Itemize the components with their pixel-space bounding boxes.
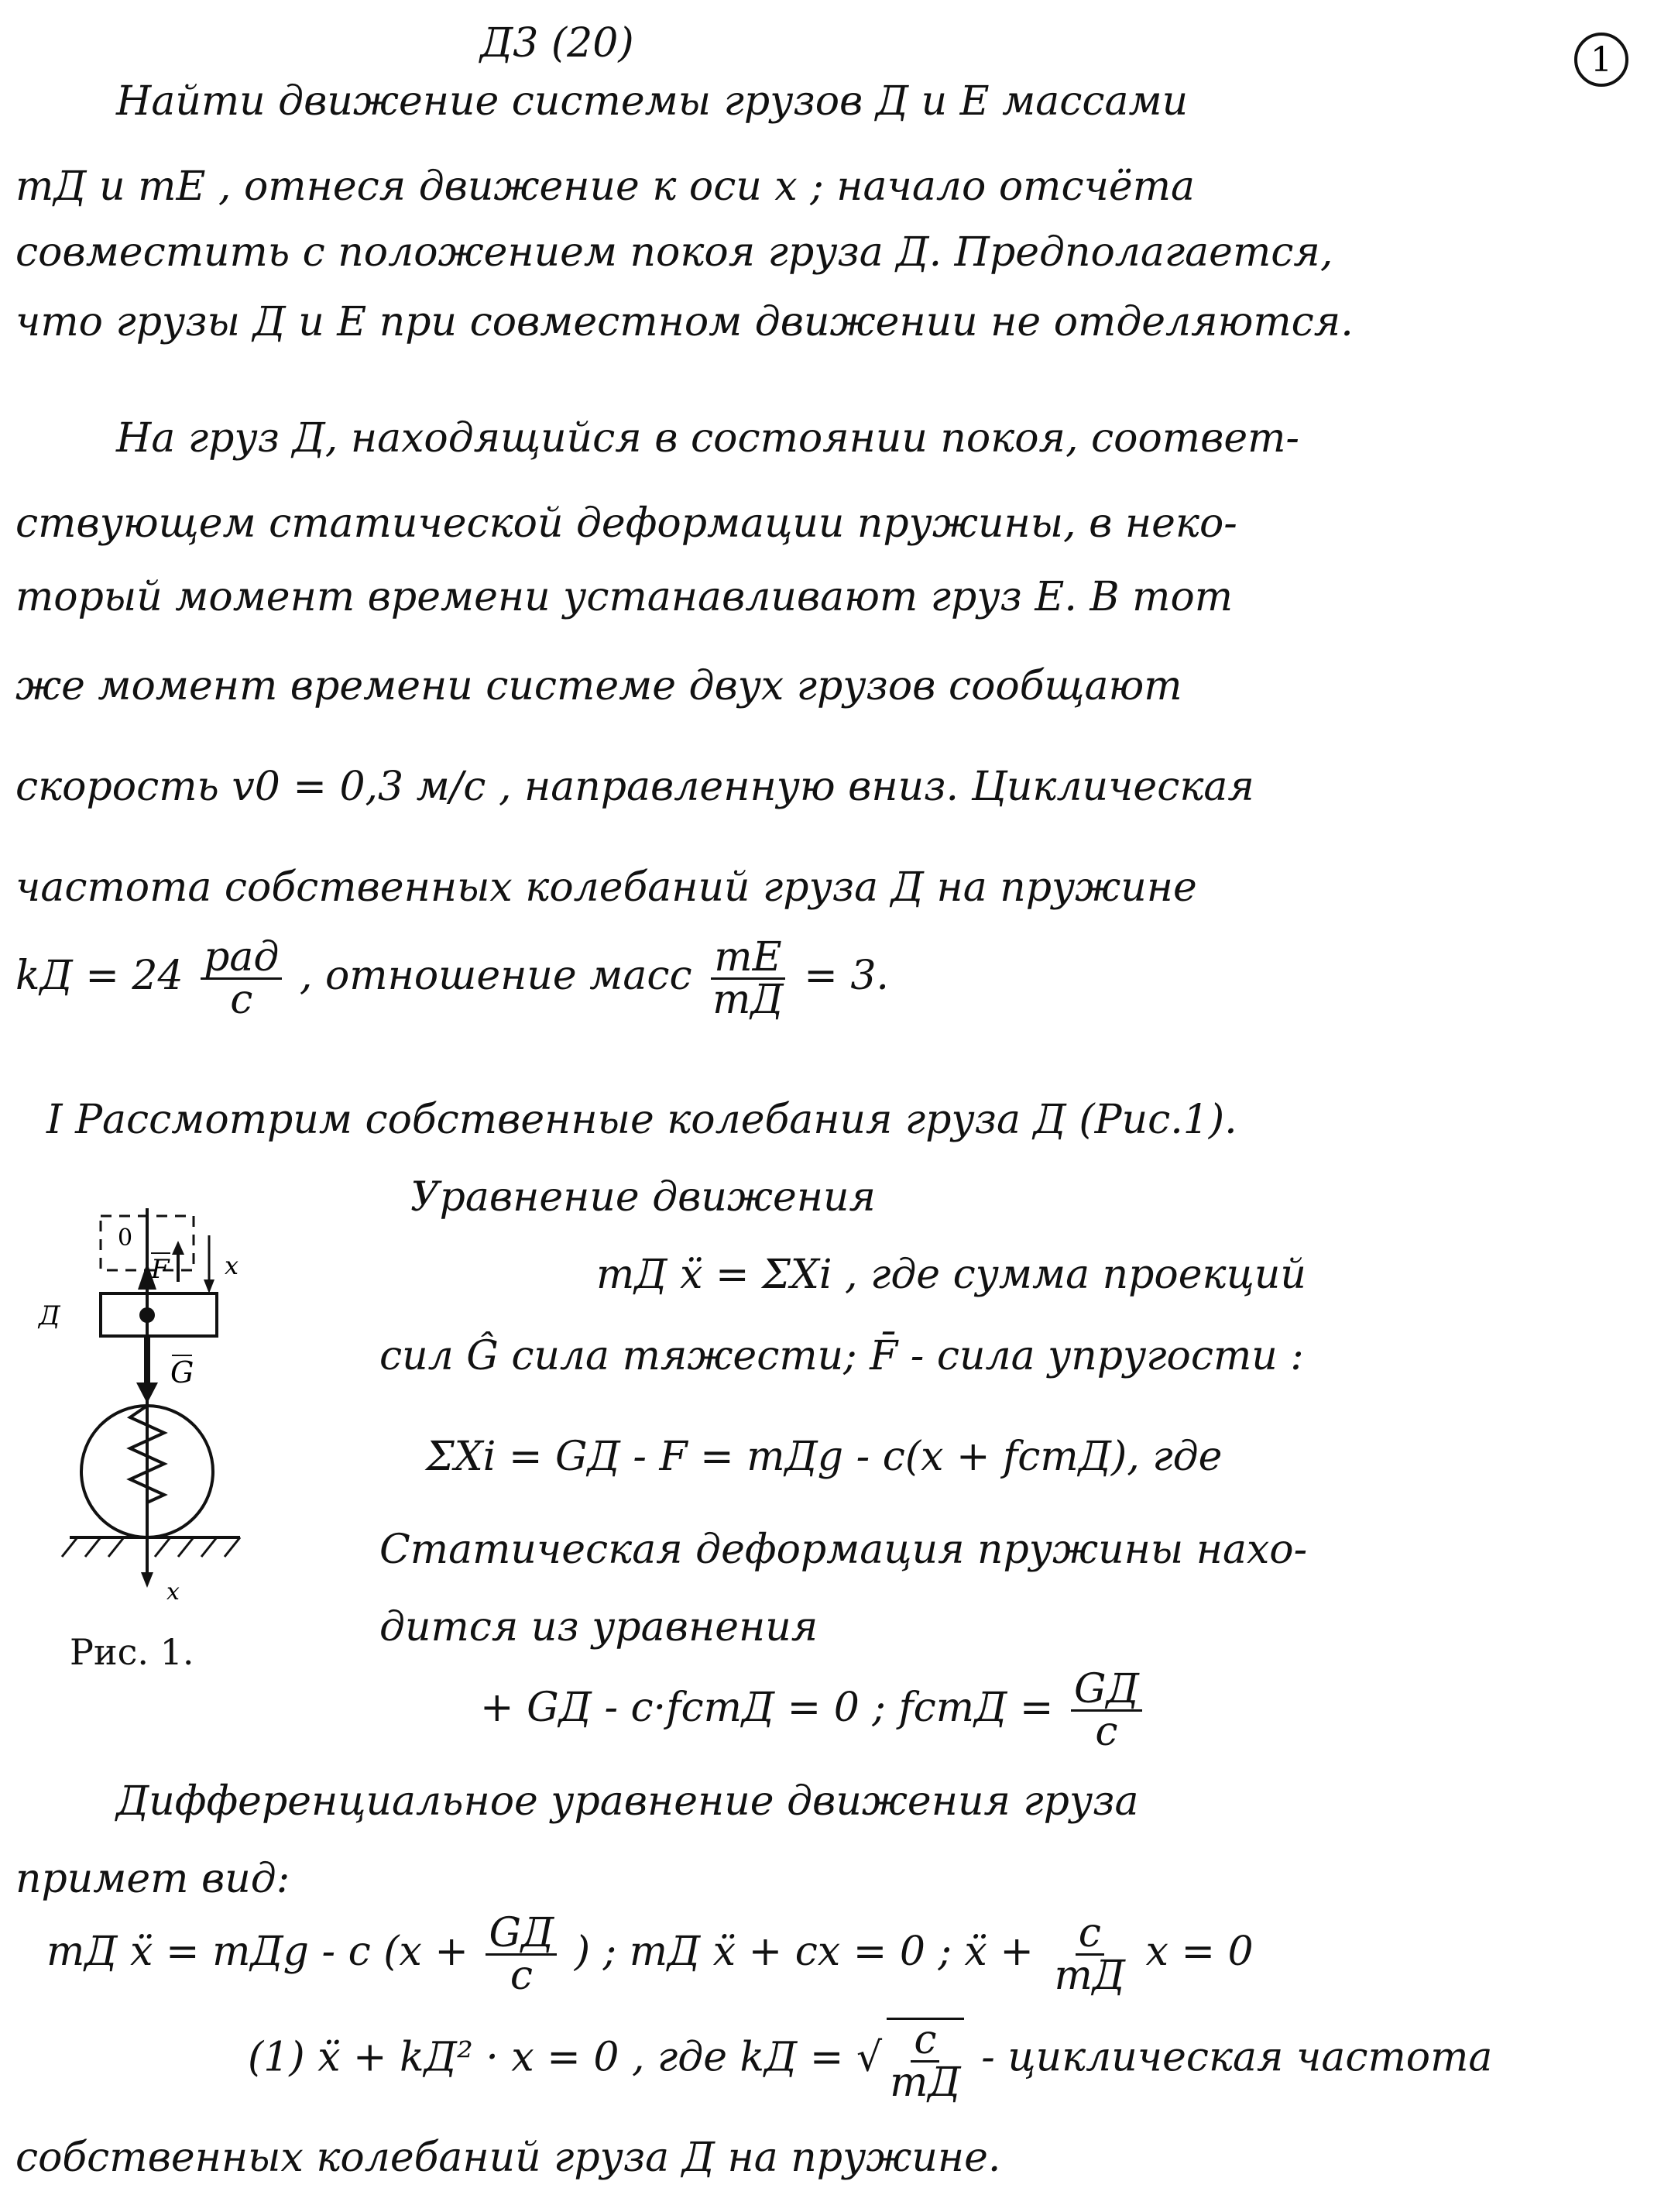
problem-line-8: же момент времени системе двух грузов сообщают bbox=[15, 663, 1182, 709]
gravity-label: G bbox=[170, 1355, 194, 1389]
given-k-lhs: kД = 24 bbox=[15, 953, 184, 999]
given-ratio-fraction bbox=[709, 934, 787, 1023]
equation-1-tail: - циклическая частота bbox=[981, 2034, 1493, 2081]
variant-title: Д3 (20) bbox=[480, 20, 634, 67]
given-ratio-den: mД bbox=[712, 977, 784, 1023]
ground-hatching bbox=[62, 1537, 240, 1557]
block-d bbox=[101, 1293, 217, 1336]
x-axis-bottom-label: x bbox=[166, 1578, 180, 1606]
force-f-arrowhead bbox=[172, 1241, 184, 1255]
equation-1 bbox=[248, 2017, 1493, 2106]
problem-line-9: скорость v0 = 0,3 м/с , направленную вниз. Циклическая bbox=[15, 764, 1254, 810]
given-k-unit-den: с bbox=[230, 977, 253, 1023]
diff-eq-a-den: c bbox=[510, 1953, 533, 1999]
given-ratio-text: , отношение масс bbox=[299, 953, 692, 999]
gravity-arrowhead bbox=[136, 1382, 158, 1403]
page-number: 1 bbox=[1574, 33, 1628, 87]
equation-1-sqrt-fraction bbox=[887, 2017, 964, 2106]
diff-eq-part-2: ) ; mД ẍ + cx = 0 ; ẍ + bbox=[574, 1929, 1034, 1975]
eq-motion-label: Уравнение движения bbox=[410, 1174, 876, 1221]
x-axis-top-arrowhead bbox=[204, 1279, 214, 1293]
figure-1-diagram bbox=[31, 1193, 287, 1611]
diff-eq-b-num: c bbox=[1076, 1913, 1104, 1956]
diff-eq-part-3: x = 0 bbox=[1145, 1929, 1254, 1975]
vertical-axis-arrowhead bbox=[141, 1572, 153, 1588]
given-ratio-num: mE bbox=[711, 937, 784, 980]
problem-line-10: частота собственных колебаний груза Д на пружине bbox=[15, 864, 1197, 911]
static-eq-lhs: + GД - c·fстД = 0 ; fстД = bbox=[480, 1685, 1054, 1731]
figure-caption: Рис. 1. bbox=[70, 1631, 194, 1673]
eq-motion: mД ẍ = ΣXi , где сумма проекций bbox=[596, 1252, 1306, 1298]
equation-1-sqrt-num: c bbox=[911, 2020, 939, 2063]
static-equation bbox=[480, 1666, 1147, 1755]
static-eq-den: c bbox=[1095, 1709, 1118, 1755]
origin-label: 0 bbox=[118, 1224, 133, 1252]
problem-line-7: торый момент времени устанавливают груз Е. В тот bbox=[15, 574, 1234, 620]
last-line: собственных колебаний груза Д на пружине. bbox=[15, 2135, 1001, 2181]
block-d-label: Д bbox=[39, 1300, 60, 1331]
problem-line-6: ствующем статической деформации пружины, в неко- bbox=[15, 500, 1237, 547]
sqrt-sign: √ bbox=[856, 2034, 883, 2081]
problem-line-2: mД и mE , отнеся движение к оси x ; начало отсчёта bbox=[15, 163, 1196, 210]
diff-eq-fraction-b bbox=[1051, 1910, 1128, 1999]
diff-eq-b-den: mД bbox=[1054, 1953, 1126, 1999]
given-ratio-value: = 3. bbox=[804, 953, 889, 999]
static-deformation-line-1: Статическая деформация пружины нахо- bbox=[379, 1527, 1308, 1573]
static-deformation-line-2: дится из уравнения bbox=[379, 1604, 818, 1650]
force-f-label: F bbox=[151, 1254, 170, 1285]
problem-line-4: что грузы Д и Е при совместном движении не отделяются. bbox=[15, 299, 1354, 345]
problem-line-5: На груз Д, находящийся в состоянии покоя, соответ- bbox=[116, 415, 1299, 462]
diff-eq-fraction-a bbox=[486, 1910, 557, 1999]
given-values-line bbox=[15, 934, 889, 1023]
equation-1-label: (1) bbox=[248, 2034, 305, 2081]
given-k-unit-num: рад bbox=[201, 937, 282, 980]
given-k-unit bbox=[201, 934, 282, 1023]
problem-line-1: Найти движение системы грузов Д и Е массами bbox=[116, 78, 1189, 125]
static-eq-fraction bbox=[1071, 1666, 1142, 1755]
equation-1-sqrt-den: mД bbox=[890, 2059, 961, 2106]
diff-equation bbox=[46, 1910, 1254, 1999]
forces-description: сил Ĝ сила тяжести; F̄ - сила упругости : bbox=[379, 1333, 1304, 1379]
problem-line-3: совместить с положением покоя груза Д. Предполагается, bbox=[15, 229, 1333, 276]
diff-intro-2: примет вид: bbox=[15, 1856, 290, 1902]
sum-forces-eq: ΣXi = GД - F = mДg - c(x + fстД), где bbox=[426, 1434, 1223, 1480]
equation-1-body: ẍ + kД² · x = 0 , где kД = bbox=[317, 2034, 844, 2081]
static-eq-num: GД bbox=[1071, 1669, 1142, 1712]
diff-eq-a-num: GД bbox=[486, 1913, 557, 1956]
x-axis-top-label: x bbox=[225, 1251, 239, 1280]
diff-eq-part-1: mД ẍ = mДg - c (x + bbox=[46, 1929, 468, 1975]
block-center-dot bbox=[139, 1307, 155, 1323]
section-1-title: I Рассмотрим собственные колебания груза Д (Рис.1). bbox=[46, 1097, 1237, 1143]
diff-intro-1: Дифференциальное уравнение движения груза bbox=[116, 1778, 1139, 1825]
